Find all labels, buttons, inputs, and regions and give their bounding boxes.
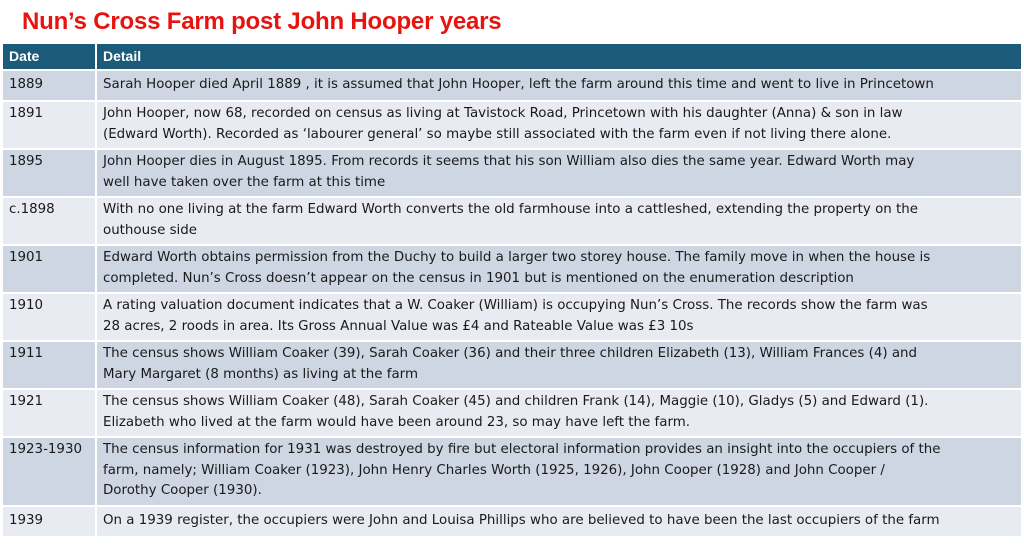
detail-line: Elizabeth who lived at the farm would have been around 23, so may have left the farm. — [103, 414, 691, 430]
row-detail — [96, 101, 1021, 149]
row-date: 1901 — [3, 245, 96, 293]
table-row — [3, 506, 1021, 537]
row-date: 1921 — [3, 389, 96, 437]
table-row — [3, 389, 1021, 437]
row-detail — [96, 149, 1021, 197]
detail-line: On a 1939 register, the occupiers were John and Louisa Phillips who are believed to have been the last occupiers of the farm — [103, 512, 940, 528]
row-date: 1911 — [3, 341, 96, 389]
table-row — [3, 101, 1021, 149]
row-date: 1895 — [3, 149, 96, 197]
table-row — [3, 437, 1021, 506]
row-detail — [96, 70, 1021, 101]
detail-line: completed. Nun’s Cross doesn’t appear on the census in 1901 but is mentioned on the enumeration description — [103, 270, 854, 286]
table-header-row — [3, 44, 1021, 70]
table-row — [3, 70, 1021, 101]
row-detail — [96, 506, 1021, 537]
table-row — [3, 293, 1021, 341]
row-date: c.1898 — [3, 197, 96, 245]
detail-line: farm, namely; William Coaker (1923), John Henry Charles Worth (1925, 1926), John Cooper (1928) and John Cooper / — [103, 462, 885, 478]
row-date: 1910 — [3, 293, 96, 341]
detail-line: John Hooper, now 68, recorded on census as living at Tavistock Road, Princetown with his daughter (Anna) & son in law — [103, 106, 903, 121]
detail-line: well have taken over the farm at this time — [103, 174, 386, 190]
row-detail — [96, 341, 1021, 389]
detail-line: 28 acres, 2 roods in area. Its Gross Annual Value was £4 and Rateable Value was £3 10s — [103, 318, 694, 334]
detail-line: With no one living at the farm Edward Worth converts the old farmhouse into a cattleshed, extending the property on the — [103, 202, 918, 217]
row-detail — [96, 197, 1021, 245]
row-date: 1939 — [3, 506, 96, 537]
detail-line: Dorothy Cooper (1930). — [103, 483, 262, 498]
detail-line: The census information for 1931 was destroyed by fire but electoral information provides an insight into the occupiers of the — [103, 442, 941, 457]
detail-line: The census shows William Coaker (39), Sarah Coaker (36) and their three children Elizabeth (13), William Frances (4) and — [103, 346, 918, 361]
row-detail — [96, 245, 1021, 293]
table-row — [3, 149, 1021, 197]
row-detail — [96, 389, 1021, 437]
row-date: 1923-1930 — [3, 437, 96, 506]
detail-line: The census shows William Coaker (48), Sarah Coaker (45) and children Frank (14), Maggie (10), Gladys (5) and Edward (1). — [103, 394, 929, 409]
detail-line: outhouse side — [103, 222, 198, 238]
detail-line: (Edward Worth). Recorded as ‘labourer general’ so maybe still associated with the farm even if not living there alone. — [103, 126, 892, 142]
timeline-table — [3, 44, 1021, 538]
detail-line: Edward Worth obtains permission from the Duchy to build a larger two storey house. The family move in when the house is — [103, 250, 931, 265]
detail-line: Mary Margaret (8 months) as living at the farm — [103, 366, 418, 382]
detail-line: Sarah Hooper died April 1889 , it is assumed that John Hooper, left the farm around this time and went to live in Princetown — [103, 77, 934, 92]
row-date: 1891 — [3, 101, 96, 149]
table-row — [3, 341, 1021, 389]
column-header-date: Date — [3, 44, 96, 70]
detail-line: A rating valuation document indicates that a W. Coaker (William) is occupying Nun’s Cross. The records show the farm was — [103, 298, 928, 313]
table-row — [3, 245, 1021, 293]
row-detail — [96, 293, 1021, 341]
page-title: Nun’s Cross Farm post John Hooper years — [22, 8, 502, 35]
row-date: 1889 — [3, 70, 96, 101]
detail-line: John Hooper dies in August 1895. From records it seems that his son William also dies the same year. Edward Worth may — [103, 154, 915, 169]
table-row — [3, 197, 1021, 245]
row-detail — [96, 437, 1021, 506]
column-header-detail: Detail — [96, 44, 1021, 70]
